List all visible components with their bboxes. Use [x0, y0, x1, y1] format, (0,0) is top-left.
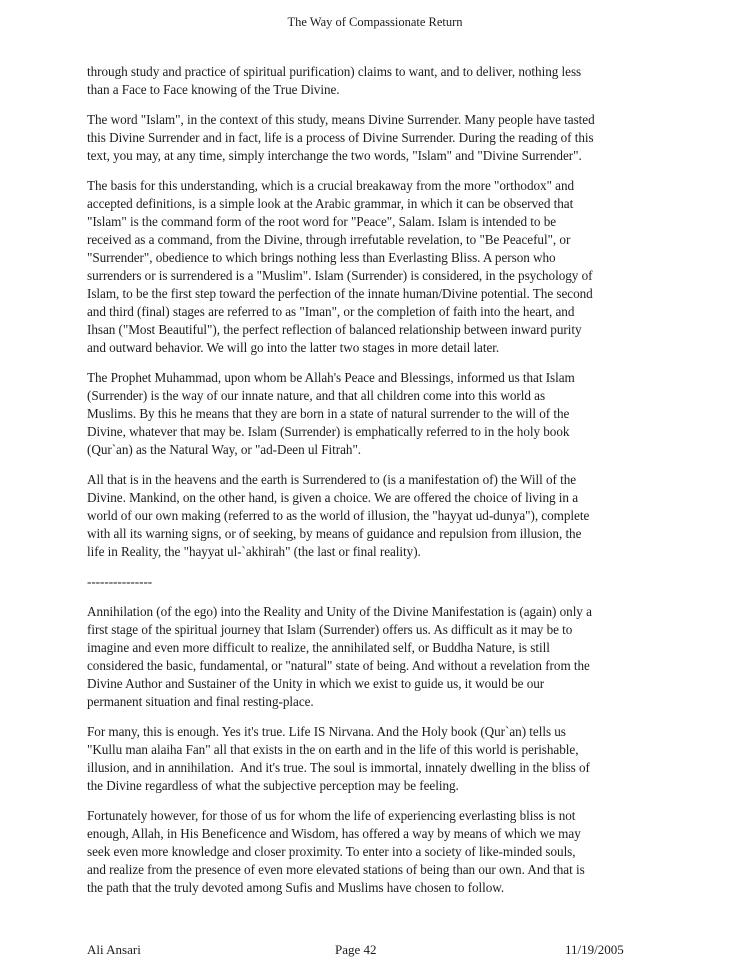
paragraph: [87, 603, 694, 711]
text-line: "Kullu man alaiha Fan" all that exists in the on earth and in the life of this world is perishable,: [87, 742, 579, 757]
text-line: Fortunately however, for those of us for whom the life of experiencing everlasting bliss is not: [87, 808, 576, 823]
text-line: "Islam" is the command form of the root word for "Peace", Salam. Islam is intended to be: [87, 214, 557, 229]
text-line: Divine. Mankind, on the other hand, is given a choice. We are offered the choice of living in a: [87, 490, 579, 505]
paragraph: [87, 63, 694, 99]
text-line: first stage of the spiritual journey that Islam (Surrender) offers us. As difficult as it may be to: [87, 622, 573, 637]
text-line: and realize from the presence of even more elevated stations of being than our own. And that is: [87, 862, 585, 877]
paragraph: [87, 111, 694, 165]
text-line: Divine Author and Sustainer of the Unity in which we exist to guide us, it would be our: [87, 676, 545, 691]
text-line: The word "Islam", in the context of this study, means Divine Surrender. Many people have tasted: [87, 112, 595, 127]
text-line: ---------------: [87, 574, 153, 589]
text-line: world of our own making (referred to as the world of illusion, the "hayyat ud-dunya"), complete: [87, 508, 590, 523]
text-line: considered the basic, fundamental, or "natural" state of being. And without a revelation from the: [87, 658, 590, 673]
text-line: than a Face to Face knowing of the True Divine.: [87, 82, 340, 97]
text-line: All that is in the heavens and the earth is Surrendered to (is a manifestation of) the Will of the: [87, 472, 577, 487]
text-line: For many, this is enough. Yes it's true. Life IS Nirvana. And the Holy book (Qur`an) tells us: [87, 724, 566, 739]
text-line: illusion, and in annihilation. And it's true. The soul is immortal, innately dwelling in the bliss of: [87, 760, 590, 775]
footer-date: 11/19/2005: [565, 942, 624, 957]
text-line: surrenders or is surrendered is a "Muslim". Islam (Surrender) is considered, in the psychology of: [87, 268, 593, 283]
page-footer: [0, 941, 750, 961]
text-line: this Divine Surrender and in fact, life is a process of Divine Surrender. During the reading of this: [87, 130, 594, 145]
text-line: Islam, to be the first step toward the perfection of the innate human/Divine potential. The second: [87, 286, 593, 301]
text-line: (Surrender) is the way of our innate nature, and that all children come into this world as: [87, 388, 546, 403]
page-header-title: The Way of Compassionate Return: [287, 15, 463, 29]
paragraph: [87, 723, 694, 795]
footer-page-number: Page 42: [335, 942, 377, 957]
text-line: (Qur`an) as the Natural Way, or "ad-Deen ul Fitrah".: [87, 442, 362, 457]
paragraph: [87, 471, 694, 561]
text-line: accepted definitions, is a simple look at the Arabic grammar, in which it can be observed that: [87, 196, 574, 211]
text-line: Annihilation (of the ego) into the Reality and Unity of the Divine Manifestation is (again) only a: [87, 604, 592, 619]
text-line: The basis for this understanding, which is a crucial breakaway from the more "orthodox" and: [87, 178, 575, 193]
text-line: Divine, whatever that may be. Islam (Surrender) is emphatically referred to in the holy book: [87, 424, 570, 439]
text-line: with all its warning signs, or of seeking, by means of guidance and repulsion from illusion, the: [87, 526, 582, 541]
text-line: enough, Allah, in His Beneficence and Wisdom, has offered a way by means of which we may: [87, 826, 581, 841]
text-line: and outward behavior. We will go into the latter two stages in more detail later.: [87, 340, 500, 355]
text-line: imagine and even more difficult to realize, the annihilated self, or Buddha Nature, is still: [87, 640, 550, 655]
document-body: [87, 63, 694, 897]
footer-author: Ali Ansari: [87, 942, 141, 957]
text-line: Ihsan ("Most Beautiful"), the perfect reflection of balanced relationship between inward purity: [87, 322, 582, 337]
paragraph-separator: [87, 573, 694, 591]
text-line: seek even more knowledge and closer proximity. To enter into a society of like-minded souls,: [87, 844, 576, 859]
paragraph: [87, 807, 694, 897]
text-line: "Surrender", obedience to which brings nothing less than Everlasting Bliss. A person who: [87, 250, 556, 265]
text-line: The Prophet Muhammad, upon whom be Allah's Peace and Blessings, informed us that Islam: [87, 370, 575, 385]
text-line: the Divine regardless of what the subjective perception may be feeling.: [87, 778, 459, 793]
text-line: Muslims. By this he means that they are born in a state of natural surrender to the will of the: [87, 406, 570, 421]
paragraph: [87, 369, 694, 459]
text-line: text, you may, at any time, simply interchange the two words, "Islam" and "Divine Surrender".: [87, 148, 582, 163]
text-line: permanent situation and final resting-place.: [87, 694, 314, 709]
paragraph: [87, 177, 694, 357]
text-line: the path that the truly devoted among Sufis and Muslims have chosen to follow.: [87, 880, 505, 895]
text-line: through study and practice of spiritual purification) claims to want, and to deliver, nothing less: [87, 64, 582, 79]
text-line: life in Reality, the "hayyat ul-`akhirah" (the last or final reality).: [87, 544, 421, 559]
text-line: and third (final) stages are referred to as "Iman", or the completion of faith into the heart, and: [87, 304, 575, 319]
text-line: received as a command, from the Divine, through irrefutable revelation, to "Be Peaceful", or: [87, 232, 571, 247]
